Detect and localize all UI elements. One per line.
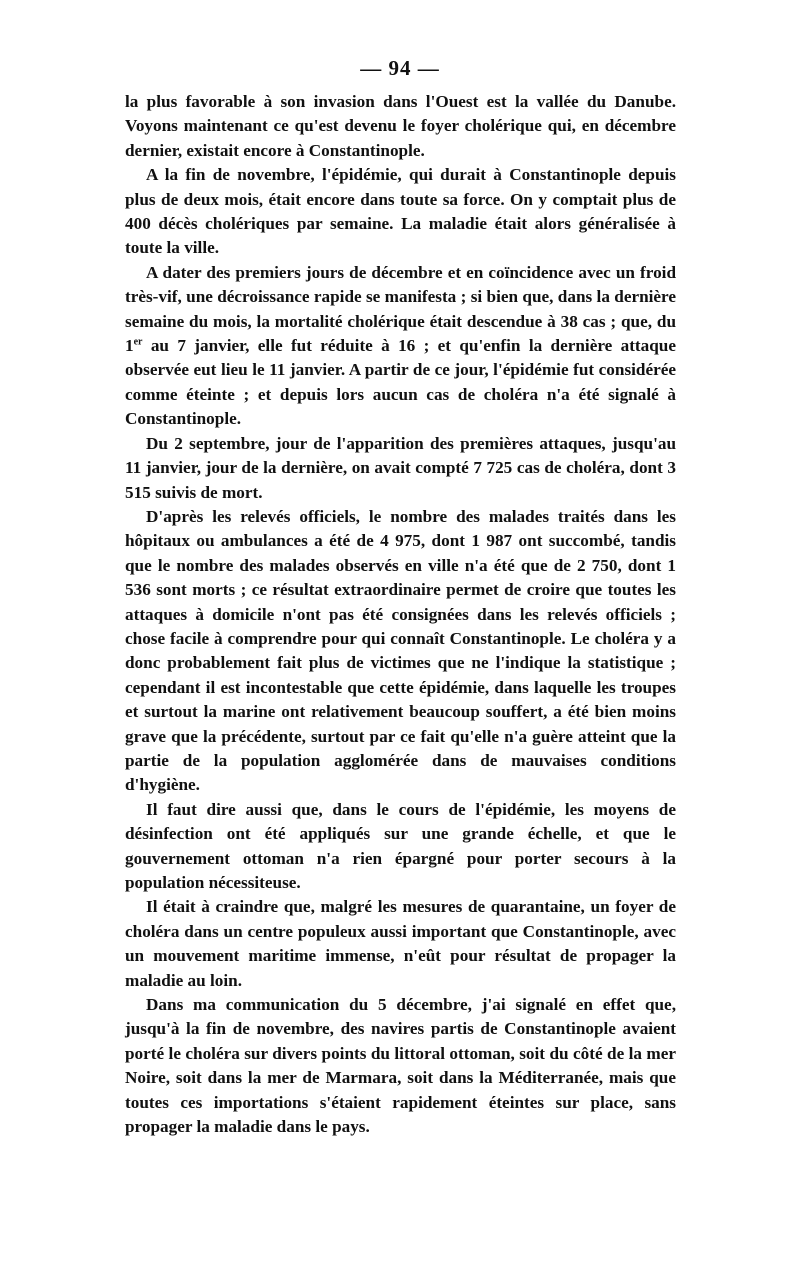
paragraph-2: A la fin de novembre, l'épidémie, qui durait à Constantinople depuis plus de deux mois, était encore dans toute sa force. On y comptait plus de 400 décès cholériques par semaine. La maladie était alors généralisée à toute la ville. bbox=[125, 165, 676, 258]
ordinal-suffix: er bbox=[133, 336, 143, 348]
paragraph-6: Il faut dire aussi que, dans le cours de l'épidémie, les moyens de désinfection ont été appliqués sur une grande échelle, et que le gouvernement ottoman n'a rien épargné pour porter secours à la population nécessiteuse. bbox=[125, 799, 676, 892]
paragraph-1: la plus favorable à son invasion dans l'Ouest est la vallée du Danube. Voyons maintenant ce qu'est devenu le foyer cholérique qui, en décembre dernier, existait encore à Constantinople. bbox=[125, 92, 676, 160]
paragraph-8: Dans ma communication du 5 décembre, j'ai signalé en effet que, jusqu'à la fin de novembre, des navires partis de Constantinople avaient porté le choléra sur divers points du littoral ottoman, soit du côté de la mer Noire, soit dans la mer de Marmara, soit dans la Méditerranée, mais que toutes ces importations s'étaient rapidement éteintes sur place, sans propager la maladie dans le pays. bbox=[125, 995, 676, 1137]
paragraph-5: D'après les relevés officiels, le nombre des malades traités dans les hôpitaux ou ambulances a été de 4 975, dont 1 987 ont succombé, tandis que le nombre des malades observés en ville n'a été que de 2 750, dont 1 536 sont morts ; ce résultat extraordinaire permet de croire que toutes les attaques à domicile n'ont pas été consignées dans les relevés officiels ; chose facile à comprendre pour qui connaît Constantinople. Le choléra y a donc probablement fait plus de victimes que ne l'indique la statistique ; cependant il est incontestable que cette épidémie, dans laquelle les troupes et surtout la marine ont relativement beaucoup souffert, a été bien moins grave que la précédente, surtout par ce fait qu'elle n'a guère atteint que la partie de la population agglomérée dans de mauvaises conditions d'hygiène. bbox=[125, 506, 676, 795]
body-text bbox=[125, 90, 676, 1139]
paragraph-7: Il était à craindre que, malgré les mesures de quarantaine, un foyer de choléra dans un centre populeux aussi important que Constantinople, avec un mouvement maritime immense, n'eût pour résultat de propager la maladie au loin. bbox=[125, 897, 676, 990]
paragraph-4: Du 2 septembre, jour de l'apparition des premières attaques, jusqu'au 11 janvier, jour de la dernière, on avait compté 7 725 cas de choléra, dont 3 515 suivis de mort. bbox=[125, 433, 676, 502]
paragraph-3: A dater des premiers jours de décembre et en coïncidence avec un froid très-vif, une décroissance rapide se manifesta ; si bien que, dans la dernière semaine du mois, la mortalité cholérique était descendue à 38 cas ; que, du 1er au 7 janvier, elle fut réduite à 16 ; et qu'enfin la dernière attaque observée eut lieu le 11 janvier. A partir de ce jour, l'épidémie fut considérée comme éteinte ; et depuis lors aucun cas de choléra n'a été signalé à Constantinople. bbox=[125, 262, 676, 429]
page-number: — 94 — bbox=[360, 56, 440, 80]
